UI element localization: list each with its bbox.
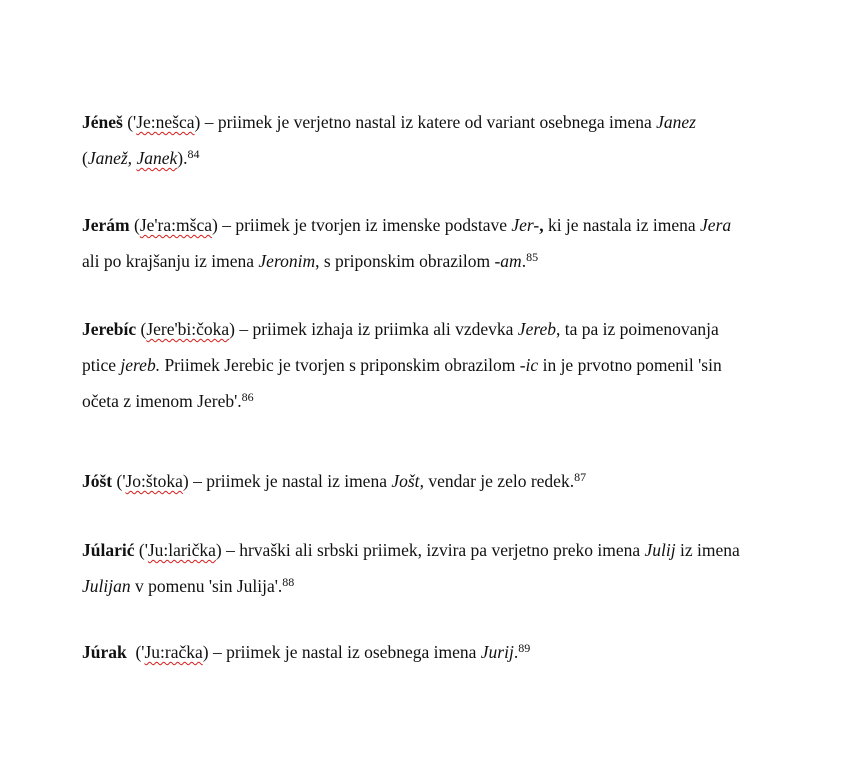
entry-pronunciation: Je'ra:mšca xyxy=(139,215,212,235)
entry-italic-name: Janež, xyxy=(87,148,133,168)
entry-headword: Júlarić xyxy=(82,540,135,560)
entry-text: – hrvaški ali srbski priimek, izvira pa verjetno preko imena xyxy=(221,540,645,560)
entry-text: – priimek je verjetno nastal iz katere od variant osebnega imena xyxy=(200,112,657,132)
entry-headword: Jerebíc xyxy=(82,319,137,339)
entry-line: Jerebíc (Jere'bi:čoka) – priimek izhaja iz priimka ali vzdevka Jereb, ta pa iz poimenovanja xyxy=(82,319,719,339)
entry-italic-name: Jer- xyxy=(511,215,540,235)
entry-text: ki je nastala iz imena xyxy=(543,215,701,235)
entry-pronunciation: Ju:račka xyxy=(144,642,203,662)
entry-text: iz imena xyxy=(675,540,740,560)
entry-line: Júrak ('Ju:račka) – priimek je nastal iz osebnega imena Jurij.$^{89}$ xyxy=(82,641,531,662)
entry-italic-name: Jera xyxy=(700,215,732,235)
entry-text: – priimek je tvorjen iz imenske podstave xyxy=(217,215,512,235)
entry-text: Priimek Jerebic je tvorjen s priponskim obrazilom xyxy=(160,355,520,375)
entry-italic-name: Jeronim xyxy=(258,251,316,271)
entry-line xyxy=(82,347,807,383)
entry-line xyxy=(82,568,807,604)
entry-line: Jerám (Je'ra:mšca) – priimek je tvorjen iz imenske podstave Jer-, ki je nastala iz imena Jera xyxy=(82,215,732,235)
entry-pronunciation: Jo:štoka xyxy=(125,471,183,491)
entry-text: – priimek izhaja iz priimka ali vzdevka xyxy=(234,319,518,339)
dictionary-entry xyxy=(82,104,807,176)
entry-text: , ta pa iz poimenovanja xyxy=(556,319,719,339)
dictionary-entry xyxy=(82,207,807,279)
entry-text: ptice xyxy=(82,355,121,375)
footnote-ref[interactable]: 89 xyxy=(518,641,531,655)
entry-headword: Júrak xyxy=(82,642,127,662)
entry-headword: Jóšt xyxy=(82,471,113,491)
entry-italic-name: -ic xyxy=(519,355,539,375)
entry-bold-text: , xyxy=(539,215,544,235)
entry-line: (Janež, Janek).$^{84}$ xyxy=(82,147,200,168)
entry-text: očeta z imenom Jereb'. xyxy=(82,391,242,411)
footnote-ref[interactable]: 84 xyxy=(187,147,200,161)
entry-italic-name: Janez xyxy=(656,112,696,132)
entry-text: – priimek je nastal iz osebnega imena xyxy=(208,642,481,662)
footnote-ref[interactable]: 85 xyxy=(526,250,539,264)
footnote-ref[interactable]: 87 xyxy=(574,470,587,484)
entry-italic-name: Julij xyxy=(644,540,676,560)
entry-text: . xyxy=(513,642,519,662)
entry-pronunciation: Ju:laričkа xyxy=(147,540,216,560)
footnote-ref[interactable]: 86 xyxy=(241,390,254,404)
entry-line xyxy=(82,383,807,419)
entry-text: ali po krajšanju iz imena xyxy=(82,251,259,271)
entry-text: in je prvotno pomenil 'sin xyxy=(538,355,722,375)
dictionary-entry xyxy=(82,463,807,499)
entry-text: – priimek je nastal iz imena xyxy=(188,471,392,491)
entry-text: , s priponskim obrazilom xyxy=(315,251,495,271)
entry-pronunciation: Jere'bi:čoka xyxy=(146,319,230,339)
entry-italic-name: Jereb xyxy=(517,319,557,339)
entry-headword: Jerám xyxy=(82,215,130,235)
entry-italic-name: Janek xyxy=(136,148,178,168)
entry-headword: Jéneš xyxy=(82,112,123,132)
entry-italic-name: jereb. xyxy=(120,355,161,375)
dictionary-entry xyxy=(82,634,807,670)
entry-line xyxy=(82,243,807,279)
entry-italic-name: Jošt xyxy=(391,471,420,491)
footnote-ref[interactable]: 88 xyxy=(282,575,295,589)
entry-pronunciation: Je:nešca xyxy=(136,112,195,132)
entry-text: , vendar je zelo redek. xyxy=(419,471,575,491)
entry-italic-name: Jurij xyxy=(480,642,514,662)
entry-text: ). xyxy=(177,148,188,168)
entry-line: Jéneš ('Je:nešca) – priimek je verjetno nastal iz katere od variant osebnega imena Janez xyxy=(82,112,696,132)
entry-text: . xyxy=(521,251,527,271)
entry-italic-name: Julijan xyxy=(82,576,131,596)
entry-italic-name: -am xyxy=(494,251,522,271)
dictionary-entry xyxy=(82,311,807,419)
entry-line: Jóšt ('Jo:štoka) – priimek je nastal iz imena Jošt, vendar je zelo redek.$^{87}$ xyxy=(82,470,587,491)
entry-line: Júlarić ('Ju:laričkа) – hrvaški ali srbski priimek, izvira pa verjetno preko imena Julij iz imena xyxy=(82,540,740,560)
dictionary-entry xyxy=(82,532,807,604)
entry-text: v pomenu 'sin Julija'. xyxy=(130,576,283,596)
